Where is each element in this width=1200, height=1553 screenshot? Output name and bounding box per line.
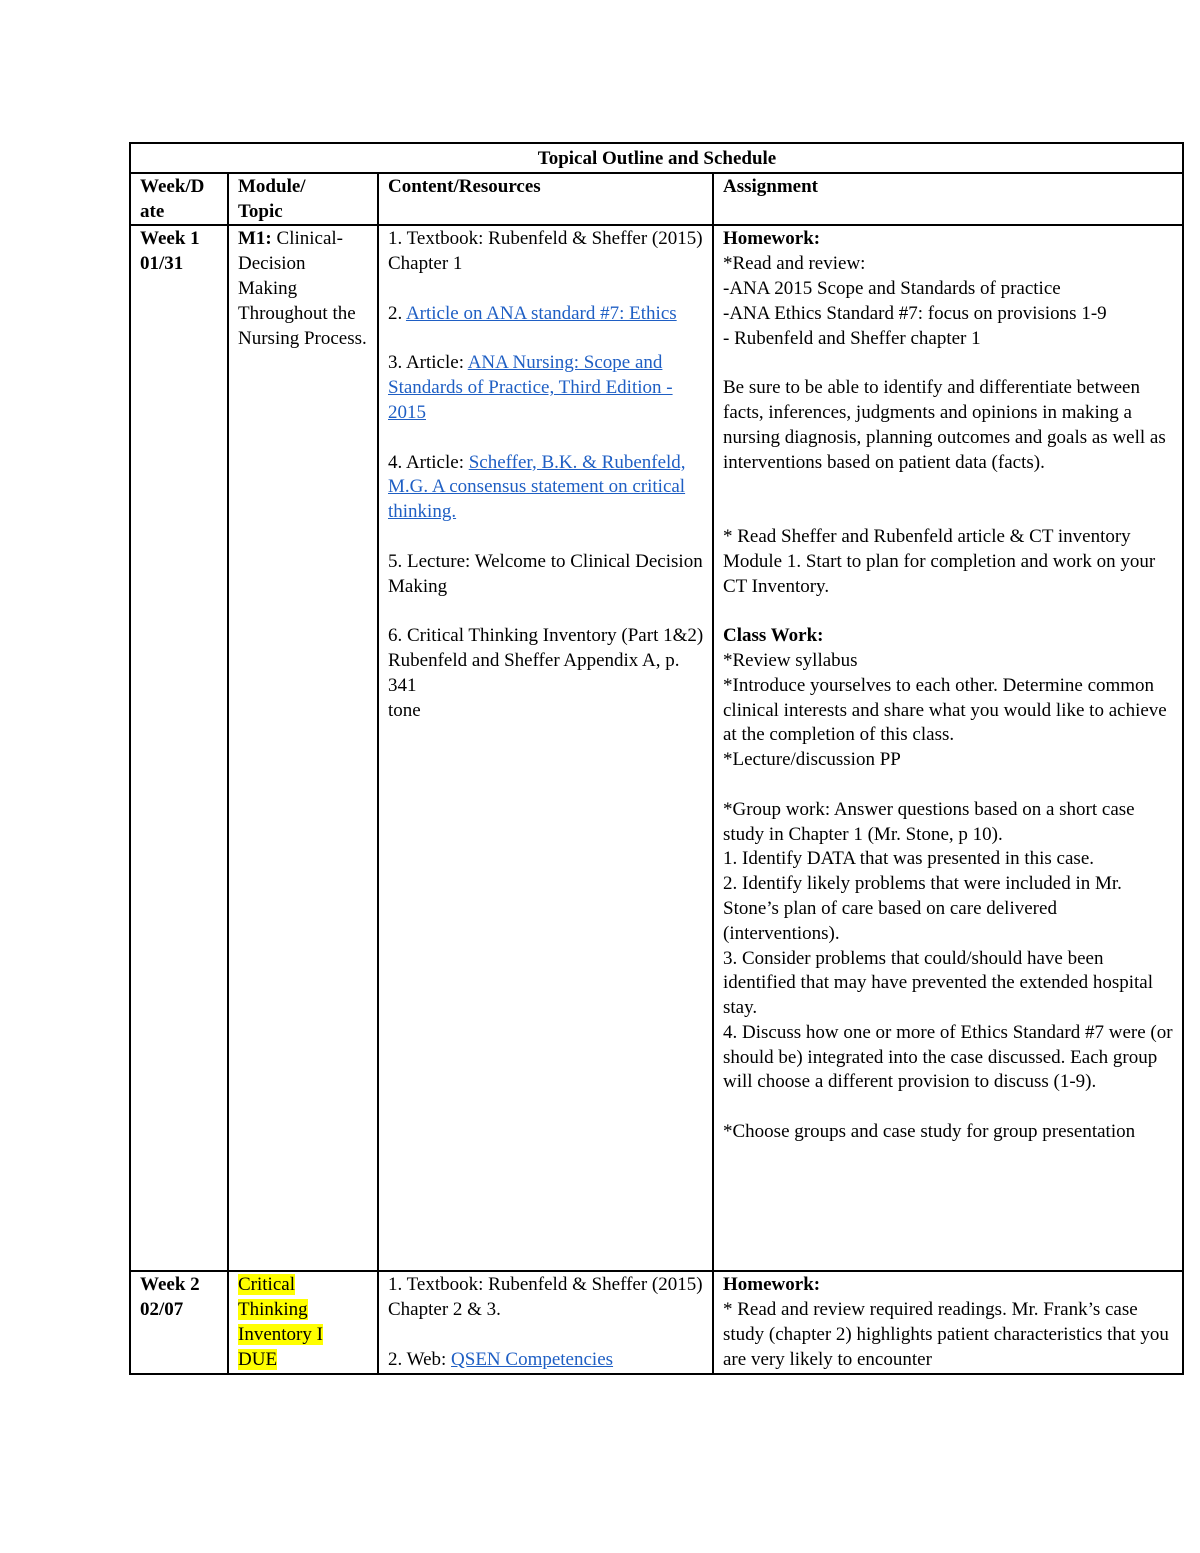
week1-hw4: - Rubenfeld and Sheffer chapter 1 — [723, 327, 981, 349]
week2-cell — [130, 1271, 228, 1374]
header-week-date-line1: Week/D — [140, 175, 205, 197]
ana-scope-standards-link[interactable]: ANA Nursing: Scope and Standards of Practice, Third Edition - 2015 — [388, 352, 673, 423]
week1-cw9: *Choose groups and case study for group presentation — [723, 1121, 1136, 1143]
header-module-topic — [228, 173, 378, 226]
table-title: Topical Outline and Schedule — [130, 143, 1183, 173]
week2-module-line4: DUE — [238, 1348, 278, 1370]
week1-homework-heading: Homework: — [723, 228, 821, 250]
week1-hw2: -ANA 2015 Scope and Standards of practice — [723, 277, 1061, 299]
week1-content-item3 — [388, 351, 704, 425]
week1-cell — [130, 225, 228, 1271]
week1-content-item1: 1. Textbook: Rubenfeld & Sheffer (2015) Chapter 1 — [388, 228, 703, 275]
week2-homework-heading: Homework: — [723, 1274, 821, 1296]
week1-hw6: * Read Sheffer and Rubenfeld article & CT inventory Module 1. Start to plan for completion and work on your CT Inventory. — [723, 525, 1156, 597]
week1-cw4: *Group work: Answer questions based on a short case study in Chapter 1 (Mr. Stone, p 10). — [723, 798, 1135, 845]
table-row-week2 — [130, 1271, 1183, 1374]
week1-hw3: -ANA Ethics Standard #7: focus on provisions 1-9 — [723, 302, 1107, 324]
week1-cw7: 3. Consider problems that could/should have been identified that may have prevented the extended hospital stay. — [723, 947, 1153, 1019]
week1-cw6: 2. Identify likely problems that were included in Mr. Stone’s plan of care based on care delivered (interventions). — [723, 873, 1122, 944]
week1-hw5: Be sure to be able to identify and differentiate between facts, inferences, judgments and opinions in making a nursing diagnosis, planning outcomes and goals as well as interventions based on patient data (facts). — [723, 377, 1166, 473]
week1-cw3: *Lecture/discussion PP — [723, 749, 901, 771]
schedule-table — [129, 142, 1184, 1375]
week2-content-cell — [378, 1271, 713, 1374]
week1-module-title: Clinical-Decision Making Throughout the Nursing Process. — [238, 228, 367, 349]
week1-content-cell — [378, 225, 713, 1271]
critical-thinking-consensus-link[interactable]: Scheffer, B.K. & Rubenfeld, M.G. A consensus statement on critical thinking. — [388, 451, 686, 523]
week2-label: Week 2 — [140, 1274, 200, 1296]
header-week-date-line2: ate — [140, 200, 165, 222]
week1-date: 01/31 — [140, 253, 184, 275]
week1-content-item2-prefix: 2. — [388, 302, 406, 324]
week1-content-item2 — [388, 302, 704, 327]
week2-content-item2 — [388, 1348, 704, 1373]
week1-cw1: *Review syllabus — [723, 649, 858, 671]
week2-assignment-cell — [713, 1271, 1183, 1374]
week2-content-item1: 1. Textbook: Rubenfeld & Sheffer (2015) Chapter 2 & 3. — [388, 1274, 703, 1321]
week2-date: 02/07 — [140, 1299, 184, 1321]
week1-content-item5: 5. Lecture: Welcome to Clinical Decision Making — [388, 550, 703, 597]
header-assignment: Assignment — [713, 173, 1183, 226]
week2-module-cell — [228, 1271, 378, 1374]
week1-cw2: *Introduce yourselves to each other. Determine common clinical interests and share what you would like to achieve at the completion of this class. — [723, 674, 1167, 746]
week2-content-item2-prefix: 2. Web: — [388, 1348, 452, 1370]
week1-content-item4 — [388, 451, 704, 525]
week1-content-item6-extra: tone — [388, 699, 421, 721]
header-row — [130, 173, 1183, 226]
week1-content-item3-prefix: 3. Article: — [388, 352, 468, 374]
header-week-date — [130, 173, 228, 226]
week1-label: Week 1 — [140, 228, 200, 250]
week1-classwork-heading: Class Work: — [723, 625, 824, 647]
week1-cw5: 1. Identify DATA that was presented in this case. — [723, 848, 1095, 870]
week1-module-cell — [228, 225, 378, 1271]
table-row-week1 — [130, 225, 1183, 1271]
week1-hw1: *Read and review: — [723, 253, 866, 275]
week1-content-item4-prefix: 4. Article: — [388, 451, 469, 473]
week2-module-line2: Thinking — [238, 1299, 308, 1321]
week2-module-line3: Inventory I — [238, 1323, 323, 1345]
week2-hw1: * Read and review required readings. Mr. Frank’s case study (chapter 2) highlights patient characteristics that you are very likely to encounter — [723, 1299, 1169, 1370]
week1-assignment-cell — [713, 225, 1183, 1271]
week1-module-code: M1: — [238, 228, 272, 250]
header-module-line2: Topic — [238, 200, 283, 222]
week2-module-line1: Critical — [238, 1274, 295, 1296]
week1-cw8: 4. Discuss how one or more of Ethics Standard #7 were (or should be) integrated into the case discussed. Each group will choose a different provision to discuss (1-9). — [723, 1021, 1173, 1093]
ana-standard-7-ethics-link[interactable]: Article on ANA standard #7: Ethics — [405, 302, 677, 324]
header-content-resources: Content/Resources — [378, 173, 713, 226]
week1-content-item6: 6. Critical Thinking Inventory (Part 1&2) Rubenfeld and Sheffer Appendix A, p. 341 — [388, 625, 704, 696]
qsen-competencies-link[interactable]: QSEN Competencies — [451, 1348, 614, 1370]
header-module-line1: Module/ — [238, 175, 306, 197]
